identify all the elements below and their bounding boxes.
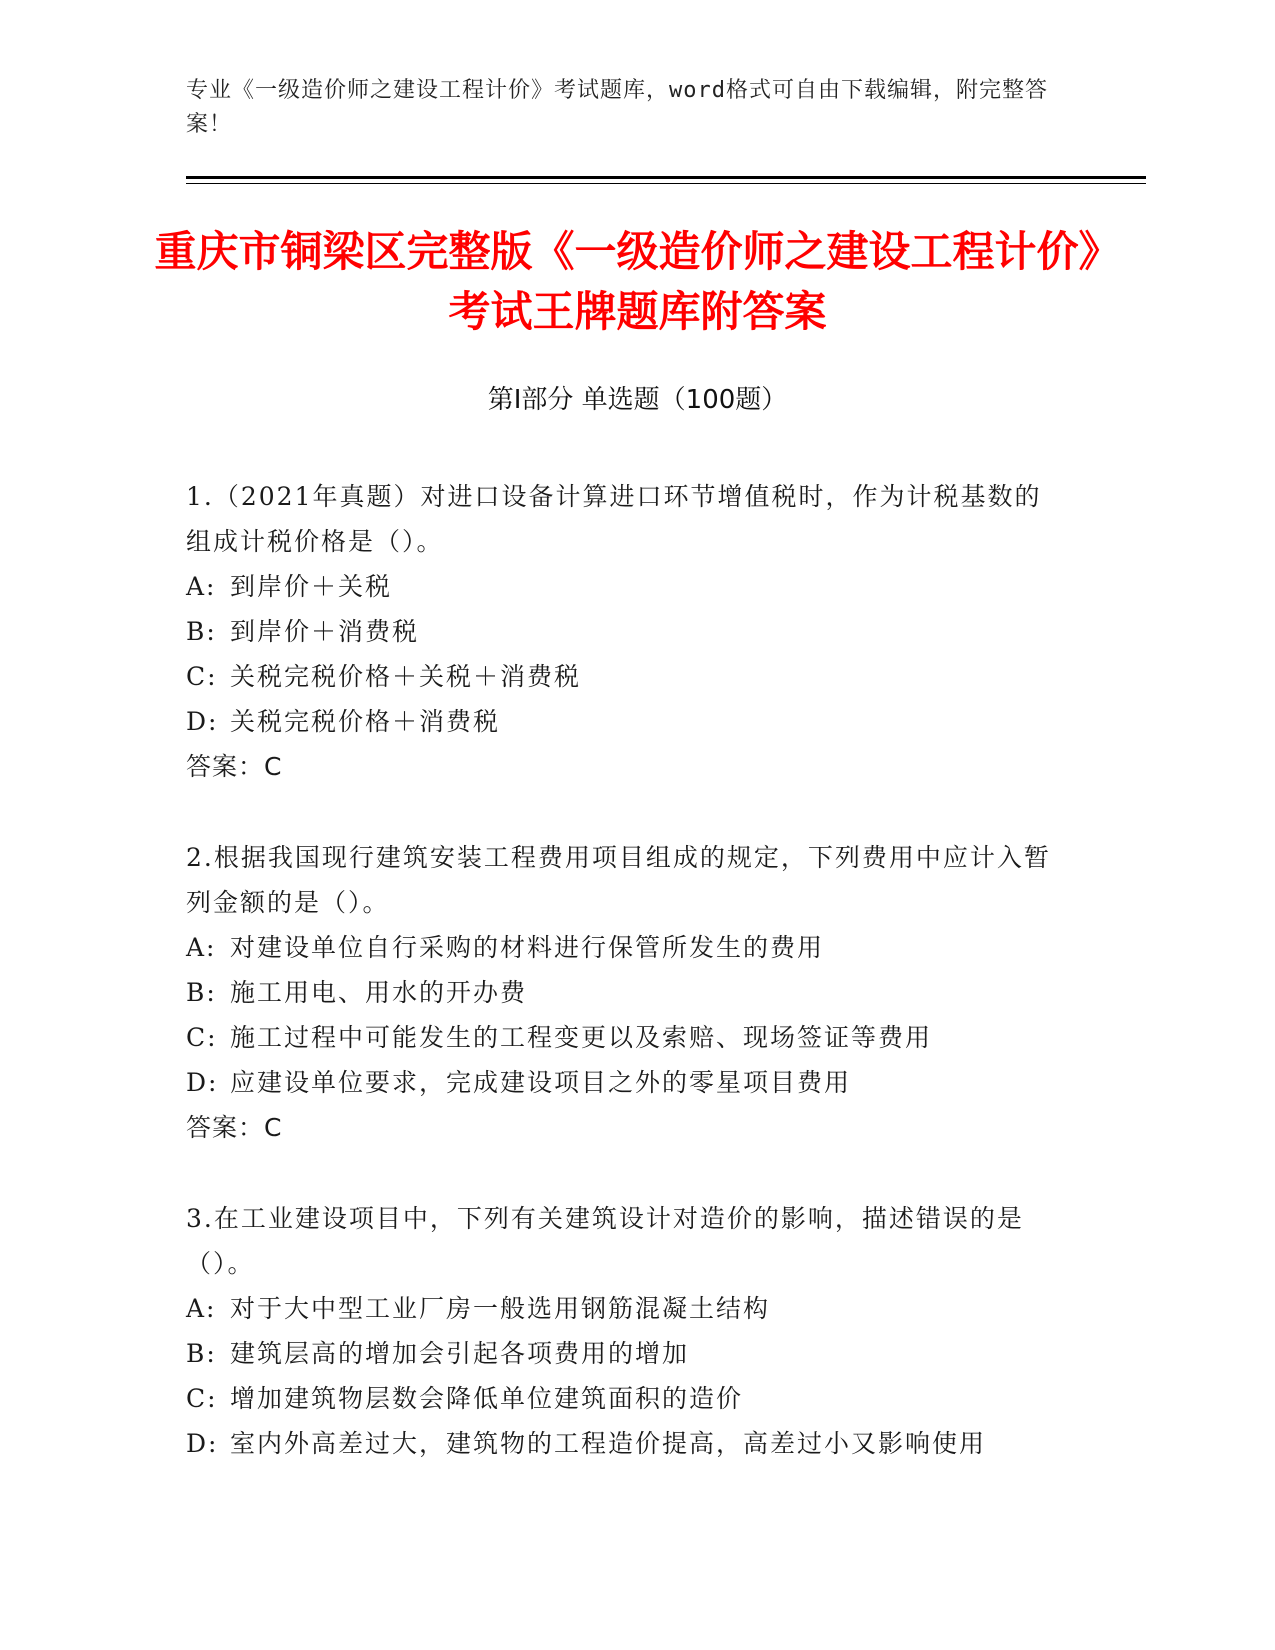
option-a <box>186 564 1066 609</box>
option-text: 到岸价＋消费税 <box>230 617 420 646</box>
option-key: A: <box>186 1294 217 1323</box>
option-a <box>186 925 1066 970</box>
option-a <box>186 1286 1066 1331</box>
option-text: 室内外高差过大，建筑物的工程造价提高，高差过小又影响使用 <box>230 1429 987 1458</box>
option-text: 施工用电、用水的开办费 <box>230 978 528 1007</box>
option-d <box>186 1060 1066 1105</box>
option-key: B: <box>186 617 217 646</box>
header-rule-thick <box>186 176 1146 179</box>
question-stem: 3.在工业建设项目中，下列有关建筑设计对造价的影响，描述错误的是（）。 <box>186 1204 1024 1278</box>
option-key: B: <box>186 978 217 1007</box>
option-key: D: <box>186 1429 219 1458</box>
option-key: D: <box>186 1068 219 1097</box>
option-key: D: <box>186 707 219 736</box>
option-text: 增加建筑物层数会降低单位建筑面积的造价 <box>230 1384 744 1413</box>
option-c <box>186 1376 1066 1421</box>
option-text: 关税完税价格＋消费税 <box>230 707 501 736</box>
option-text: 建筑层高的增加会引起各项费用的增加 <box>230 1339 690 1368</box>
question-stem: 1.（2021年真题）对进口设备计算进口环节增值税时，作为计税基数的组成计税价格是（）。 <box>186 482 1042 556</box>
option-text: 应建设单位要求，完成建设项目之外的零星项目费用 <box>230 1068 852 1097</box>
option-d <box>186 699 1066 744</box>
option-key: C: <box>186 1384 218 1413</box>
question-answer: 答案：C <box>186 1113 283 1142</box>
question-2 <box>186 835 1066 1150</box>
option-c <box>186 654 1066 699</box>
option-b <box>186 970 1066 1015</box>
option-b <box>186 609 1066 654</box>
option-key: C: <box>186 662 218 691</box>
question-3 <box>186 1196 1066 1466</box>
option-text: 施工过程中可能发生的工程变更以及索赔、现场签证等费用 <box>230 1023 933 1052</box>
question-1 <box>186 474 1066 789</box>
option-d <box>186 1421 1066 1466</box>
option-text: 对于大中型工业厂房一般选用钢筋混凝土结构 <box>230 1294 771 1323</box>
question-stem: 2.根据我国现行建筑安装工程费用项目组成的规定，下列费用中应计入暂列金额的是（）。 <box>186 843 1051 917</box>
option-c <box>186 1015 1066 1060</box>
header-note: 专业《一级造价师之建设工程计价》考试题库，word格式可自由下载编辑，附完整答案！ <box>186 78 1048 137</box>
option-key: A: <box>186 572 217 601</box>
option-text: 到岸价＋关税 <box>230 572 393 601</box>
option-key: A: <box>186 933 217 962</box>
question-answer: 答案：C <box>186 752 283 781</box>
header-rule-thin <box>186 183 1146 184</box>
document-title: 重庆市铜梁区完整版《一级造价师之建设工程计价》考试王牌题库附答案 <box>154 227 1121 336</box>
option-text: 对建设单位自行采购的材料进行保管所发生的费用 <box>230 933 825 962</box>
section-title: 第Ⅰ部分 单选题（100题） <box>487 385 788 415</box>
option-b <box>186 1331 1066 1376</box>
option-key: C: <box>186 1023 218 1052</box>
option-key: B: <box>186 1339 217 1368</box>
option-text: 关税完税价格＋关税＋消费税 <box>230 662 582 691</box>
